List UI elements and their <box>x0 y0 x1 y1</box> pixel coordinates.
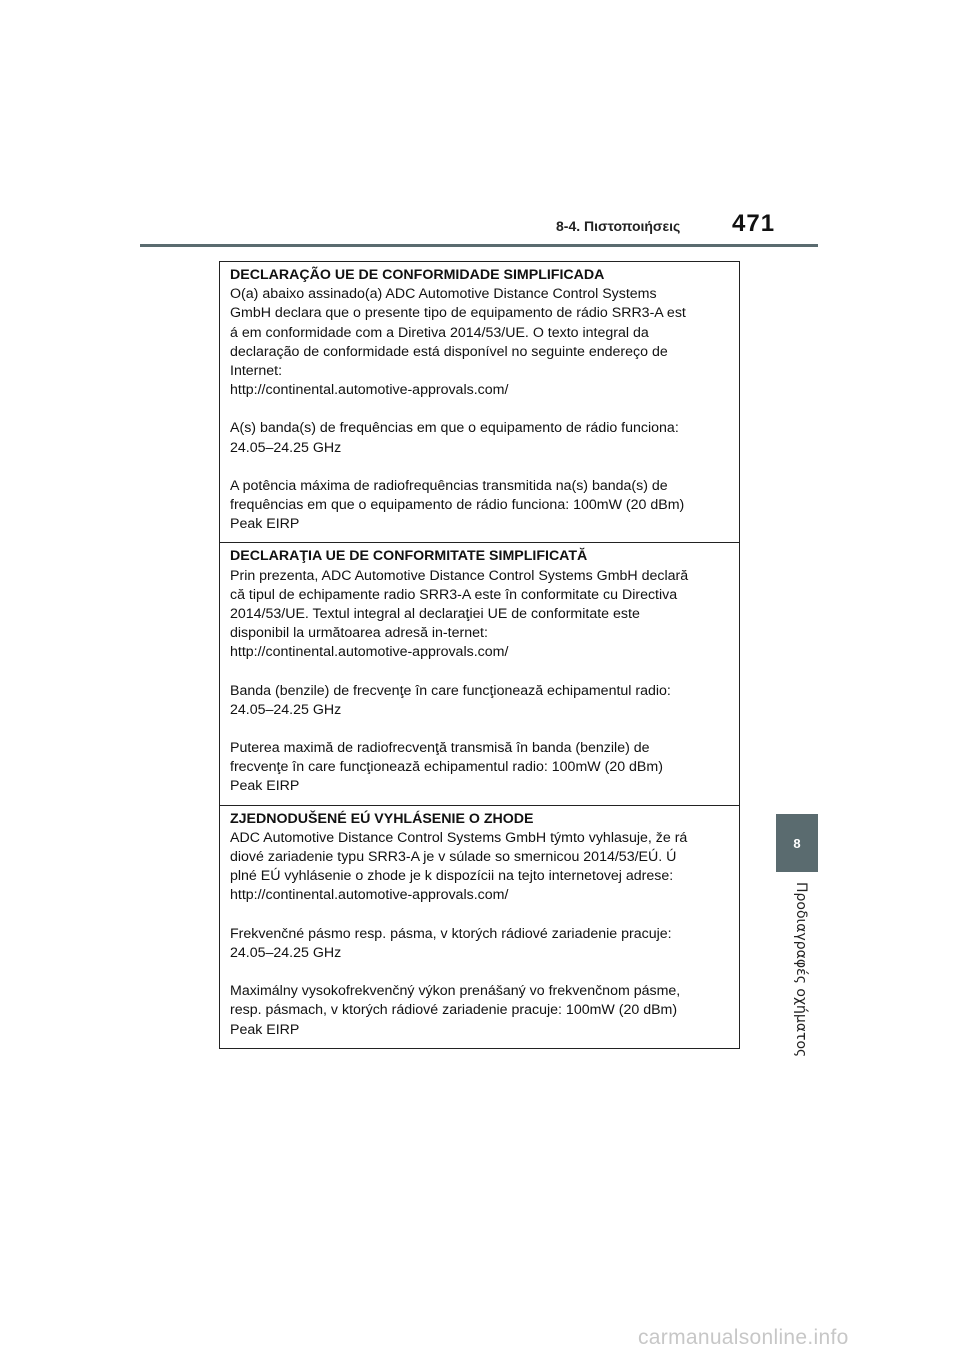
cert-paragraph <box>230 682 729 720</box>
text-line: diové zariadenie typu SRR3-A je v súlade so smernicou 2014/53/EÚ. Ú <box>230 849 677 866</box>
text-line: resp. pásmach, v ktorých rádiové zariadenie pracuje: 100mW (20 dBm) <box>230 1002 678 1019</box>
text-line: A(s) banda(s) de frequências em que o equipamento de rádio funciona: <box>230 420 679 437</box>
chapter-number: 8 <box>793 835 801 851</box>
text-line: Puterea maximă de radiofrecvenţă transmisă în banda (benzile) de <box>230 740 650 757</box>
text-line: 24.05–24.25 GHz <box>230 701 342 718</box>
text-line: Peak EIRP <box>230 778 300 795</box>
chapter-tab <box>776 814 818 872</box>
text-line: Peak EIRP <box>230 516 300 533</box>
cert-block-portuguese <box>220 262 739 543</box>
text-line: Frekvenčné pásmo resp. pásma, v ktorých rádiové zariadenie pracuje: <box>230 925 672 942</box>
watermark-text: carmanualsonline.info <box>638 1326 849 1349</box>
cert-paragraph <box>230 477 729 535</box>
section-title: 8-4. Πιστοποιήσεις <box>556 218 681 234</box>
text-line: 2014/53/UE. Textul integral al declaraţiei UE de conformitate este <box>230 606 640 623</box>
header-divider <box>140 244 818 247</box>
text-line: Internet: <box>230 363 283 380</box>
cert-block-title: DECLARAÇÃO UE DE CONFORMIDADE SIMPLIFICADA <box>230 267 605 283</box>
page-number: 471 <box>732 210 776 237</box>
text-line: Peak EIRP <box>230 1021 300 1038</box>
text-line: plné EÚ vyhlásenie o zhode je k dispozícii na tejto internetovej adrese: <box>230 868 674 885</box>
cert-paragraph <box>230 925 729 963</box>
text-line: http://continental.automotive-approvals.com/ <box>230 644 509 661</box>
text-line: frequências em que o equipamento de rádio funciona: 100mW (20 dBm) <box>230 497 685 514</box>
cert-block-romanian <box>220 543 739 805</box>
certification-table <box>219 261 740 1049</box>
text-line: A potência máxima de radiofrequências transmitida na(s) banda(s) de <box>230 477 668 494</box>
cert-paragraph <box>230 982 729 1040</box>
text-line: 24.05–24.25 GHz <box>230 944 342 961</box>
text-line: Banda (benzile) de frecvenţe în care funcţionează echipamentul radio: <box>230 682 671 699</box>
cert-paragraph <box>230 829 729 906</box>
text-line: GmbH declara que o presente tipo de equipamento de rádio SRR3-A est <box>230 305 686 322</box>
chapter-label: Προδιαγραφές οχήματος <box>793 882 809 1058</box>
text-line: declaração de conformidade está disponível no seguinte endereço de <box>230 343 668 360</box>
text-line: ADC Automotive Distance Control Systems GmbH týmto vyhlasuje, že rá <box>230 829 688 846</box>
cert-block-title: DECLARAŢIA UE DE CONFORMITATE SIMPLIFICATĂ <box>230 548 588 565</box>
cert-paragraph <box>230 567 729 663</box>
text-line: Maximálny vysokofrekvenčný výkon prenášaný vo frekvenčnom pásme, <box>230 983 681 1000</box>
cert-paragraph <box>230 739 729 797</box>
text-line: 24.05–24.25 GHz <box>230 439 342 456</box>
text-line: disponibil la următoarea adresă in-ternet: <box>230 625 488 642</box>
cert-block-title: ZJEDNODUŠENÉ EÚ VYHLÁSENIE O ZHODE <box>230 810 534 827</box>
cert-block-slovak <box>220 806 739 1048</box>
text-line: O(a) abaixo assinado(a) ADC Automotive Distance Control Systems <box>230 286 657 303</box>
text-line: á em conformidade com a Diretiva 2014/53/UE. O texto integral da <box>230 324 649 341</box>
text-line: frecvenţe în care funcţionează echipamentul radio: 100mW (20 dBm) <box>230 759 663 776</box>
text-line: Prin prezenta, ADC Automotive Distance Control Systems GmbH declară <box>230 567 689 584</box>
cert-paragraph <box>230 419 729 457</box>
text-line: http://continental.automotive-approvals.com/ <box>230 382 509 399</box>
text-line: că tipul de echipamente radio SRR3-A este în conformitate cu Directiva <box>230 586 678 603</box>
cert-paragraph <box>230 285 729 400</box>
text-line: http://continental.automotive-approvals.com/ <box>230 887 509 904</box>
